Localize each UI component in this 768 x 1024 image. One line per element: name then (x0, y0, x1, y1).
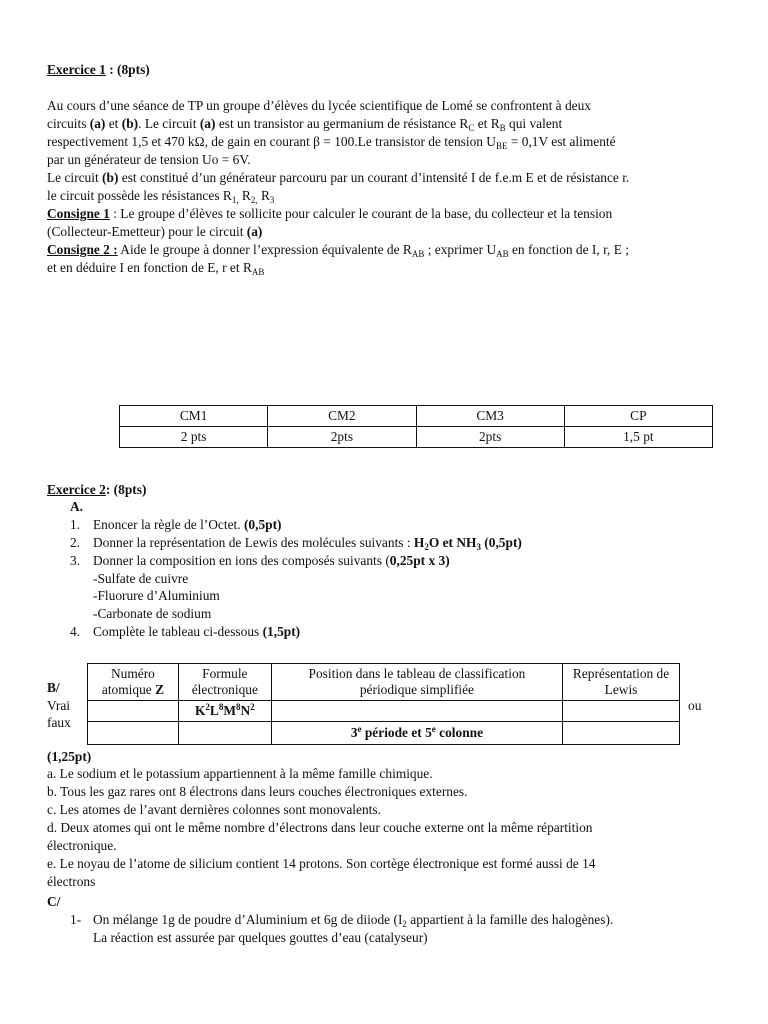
grading-header-cm1: CM1 (120, 406, 268, 427)
header-position: Position dans le tableau de classification périodique simplifiée (271, 664, 562, 701)
c1-line-2: La réaction est assurée par quelques gouttes d’eau (catalyseur) (93, 930, 428, 945)
part-b-score: (1,25pt) (47, 749, 92, 764)
grading-header-cm3: CM3 (416, 406, 564, 427)
c1-number: 1- (70, 912, 82, 927)
row2-lewis[interactable] (563, 722, 680, 745)
consigne-2-line-1: Consigne 2 : Aide le groupe à donner l’expression équivalente de $R_{AB}$ ; exprimer $U_{AB}$ en fonction de I, r, E ; (47, 242, 629, 259)
ex1-line-3: respectivement 1,5 et 470 kΩ, de gain en courant β = 100.Le transistor de tension $U_{BE} = 0,1V$ est alimenté (47, 134, 616, 151)
part-c-label: C/ (47, 894, 61, 909)
grading-value-cm2: 2pts (268, 427, 416, 448)
statement-c: c. Les atomes de l’avant dernières colonnes sont monovalents. (47, 802, 381, 817)
header-lewis: Représentation de Lewis (563, 664, 680, 701)
ex1-line-1: Au cours d’une séance de TP un groupe d’élèves du lycée scientifique de Lomé se confrontent à deux (47, 98, 591, 113)
q1-text: Enoncer la règle de l’Octet. (0,5pt) (93, 517, 282, 532)
statement-e-line-2: électrons (47, 874, 96, 889)
grading-table (119, 405, 713, 448)
q2-text: Donner la représentation de Lewis des molécules suivants : $H_2O$ et $NH_3$ (0,5pt) (93, 535, 522, 552)
ex1-line-5: Le circuit (b) est constitué d’un générateur parcouru par un courant d’intensité I de f.e.m E et de résistance r. (47, 170, 630, 185)
element-table-row-1 (88, 701, 680, 722)
exercise-1-title: Exercice 1 (47, 62, 106, 77)
q3-item-1: -Sulfate de cuivre (93, 571, 189, 586)
ex1-line-4: par un générateur de tension Uo = 6V. (47, 152, 251, 167)
q3-text: Donner la composition en ions des composés suivants (0,25pt x 3) (93, 553, 450, 568)
row2-position: 3e période et 5e colonne (271, 722, 562, 745)
statement-e-line-1: e. Le noyau de l’atome de silicium contient 14 protons. Son cortège électronique est formé aussi de 14 (47, 856, 596, 871)
q1-number: 1. (70, 517, 81, 532)
consigne-2-title: Consigne 2 : (47, 242, 118, 257)
exercise-2-title: Exercice 2 (47, 482, 106, 497)
header-atomic-number: Numéro atomique Z (88, 664, 179, 701)
q3-item-2: -Fluorure d’Aluminium (93, 588, 220, 603)
ex1-line-2: circuits (a) et (b). Le circuit (a) est un transistor au germanium de résistance $R_C$ et $R_B$ qui valent (47, 116, 563, 133)
part-b-faux: faux (47, 715, 71, 730)
exercise-1-heading (47, 61, 150, 79)
part-b-vrai: Vrai (47, 698, 70, 713)
part-b-statements (47, 765, 596, 891)
q4-text: Complète le tableau ci-dessous (1,5pt) (93, 624, 301, 639)
ex1-line-6: le circuit possède les résistances $R_{1,}$ $R_{2,}$ $R_3$ (47, 188, 275, 205)
grading-table-header-row (120, 406, 713, 427)
exercise-2-heading (47, 481, 146, 499)
statement-b: b. Tous les gaz rares ont 8 électrons dans leurs couches électroniques externes. (47, 784, 468, 799)
part-a-label: A. (70, 499, 84, 514)
part-b-ou: ou (688, 698, 702, 713)
header-electronic-formula: Formule électronique (178, 664, 271, 701)
grading-header-cp: CP (564, 406, 712, 427)
grading-table-value-row (120, 427, 713, 448)
grading-value-cp: 1,5 pt (564, 427, 712, 448)
exercise-1-score: : (8pts) (105, 62, 150, 77)
row2-formula[interactable] (178, 722, 271, 745)
row1-lewis[interactable] (563, 701, 680, 722)
grading-value-cm3: 2pts (416, 427, 564, 448)
consigne-2-line-2: et en déduire I en fonction de E, r et $R_{AB}$ (47, 260, 265, 277)
statement-d-line-1: d. Deux atomes qui ont le même nombre d’électrons dans leur couche externe ont la même répartition (47, 820, 593, 835)
row2-atomic-number[interactable] (88, 722, 179, 745)
exercise-2-score: : (8pts) (105, 482, 147, 497)
part-b-label: B/ (47, 680, 60, 695)
consigne-1-line-2: (Collecteur-Emetteur) pour le circuit (a) (47, 224, 263, 239)
grading-value-cm1: 2 pts (120, 427, 268, 448)
q4-number: 4. (70, 624, 81, 639)
c1-line-1: On mélange 1g de poudre d’Aluminium et 6g de diiode ($I_2$ appartient à la famille des halogènes). (93, 912, 614, 929)
element-table-row-2 (88, 722, 680, 745)
element-table (87, 663, 680, 745)
row1-formula: $K^2L^8M^8N^2$ (178, 701, 271, 722)
grading-header-cm2: CM2 (268, 406, 416, 427)
q3-number: 3. (70, 553, 81, 568)
row1-atomic-number[interactable] (88, 701, 179, 722)
statement-a: a. Le sodium et le potassium appartiennent à la même famille chimique. (47, 766, 433, 781)
row1-position[interactable] (271, 701, 562, 722)
q2-number: 2. (70, 535, 81, 550)
statement-d-line-2: électronique. (47, 838, 117, 853)
ex1-paragraph (47, 97, 629, 277)
element-table-header-row (88, 664, 680, 701)
consigne-1-line-1: Consigne 1 : Le groupe d’élèves te sollicite pour calculer le courant de la base, du collecteur et la tension (47, 206, 613, 221)
consigne-1-title: Consigne 1 (47, 206, 110, 221)
q3-item-3: -Carbonate de sodium (93, 606, 212, 621)
